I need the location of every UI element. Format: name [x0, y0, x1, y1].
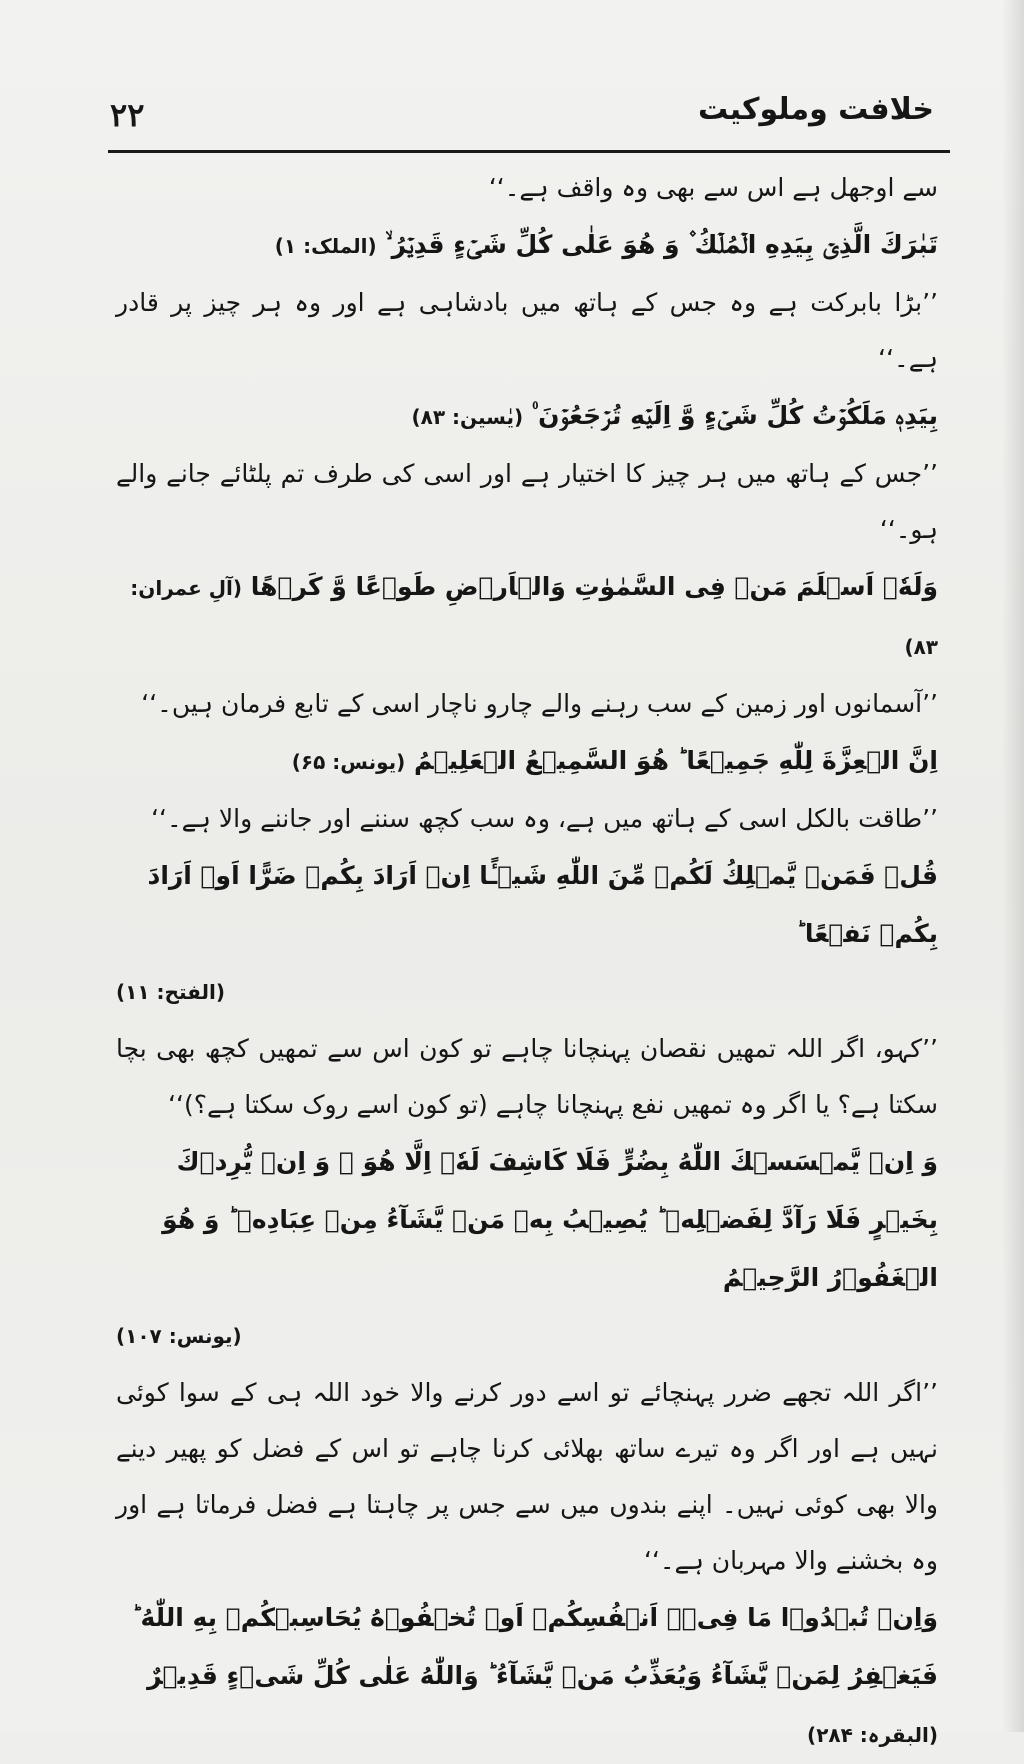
translation-paragraph: سے اوجھل ہے اس سے بھی وہ واقف ہے۔‘‘ [488, 173, 938, 202]
translation-paragraph: ’’اگر اللہ تجھے ضرر پہنچائے تو اسے دور کرنے والا خود اللہ ہی کے سوا کوئی نہیں ہے اور اگر وہ تیرے ساتھ بھلائی کرنا چاہے تو اس کے فضل کو پھیر دینے والا بھی کوئی نہیں۔ اپنے بندوں میں سے جس پر چاہتا ہے فضل فرماتا ہے اور وہ بخشنے والا مہربان ہے۔‘‘ [116, 1378, 938, 1575]
quran-verse [116, 216, 938, 275]
verse-text: اِنَّ الۡعِزَّةَ لِلّٰهِ جَمِیۡعًا ؕ هُوَ السَّمِیۡعُ الۡعَلِیۡمُ [414, 746, 938, 775]
quran-verse [116, 847, 938, 1021]
quran-verse [116, 558, 938, 676]
verse-reference: (الملک: ۱) [274, 234, 377, 258]
page-body [116, 160, 938, 1764]
quran-verse [116, 732, 938, 791]
verse-text: بِیَدِهٖ مَلَكُوۡتُ كُلِّ شَیۡءٍ وَّ اِلَیۡهِ تُرۡجَعُوۡنَ ۠ [531, 401, 938, 430]
translation-paragraph: ’’بڑا بابرکت ہے وہ جس کے ہاتھ میں بادشاہی ہے اور وہ ہر چیز پر قادر ہے۔‘‘ [116, 288, 938, 373]
verse-reference: (الفتح: ۱۱) [116, 980, 226, 1004]
header-rule [108, 150, 950, 153]
verse-text: وَ اِنۡ یَّمۡسَسۡكَ اللّٰهُ بِضُرٍّ فَلَا كَاشِفَ لَهٗۤ اِلَّا هُوَ ۚ وَ اِنۡ یُّرِدۡكَ بِخَیۡرٍ فَلَا رَآدَّ لِفَضۡلِهٖ ؕ یُصِیۡبُ بِهٖ مَنۡ یَّشَآءُ مِنۡ عِبَادِهٖ ؕ وَ هُوَ الۡغَفُوۡرُ الرَّحِیۡمُ [162, 1147, 938, 1292]
translation-paragraph: ’’جس کے ہاتھ میں ہر چیز کا اختیار ہے اور اسی کی طرف تم پلٹائے جانے والے ہو۔‘‘ [116, 459, 938, 544]
quran-verse [116, 1133, 938, 1365]
page-number: ۲۲ [110, 96, 145, 134]
translation-paragraph: ’’طاقت بالکل اسی کے ہاتھ میں ہے، وہ سب کچھ سننے اور جاننے والا ہے۔‘‘ [151, 804, 938, 833]
quran-verse [116, 387, 938, 446]
page-edge-shadow [1002, 0, 1024, 1732]
verse-reference: (آلِ عمران: ۸۳) [130, 576, 938, 659]
verse-reference: (البقرہ: ۲۸۴) [807, 1723, 938, 1747]
verse-text: وَلَهٗۤ اَسۡلَمَ مَنۡ فِی السَّمٰوٰتِ وَالۡاَرۡضِ طَوۡعًا وَّ كَرۡهًا [250, 572, 938, 601]
book-title: خلافت وملوکیت [698, 92, 934, 127]
translation-paragraph: ’’آسمانوں اور زمین کے سب رہنے والے چارو ناچار اسی کے تابع فرمان ہیں۔‘‘ [141, 689, 938, 718]
verse-reference: (یونس: ۶۵) [291, 750, 406, 774]
quran-verse [116, 1589, 938, 1764]
verse-text: وَاِنۡ تُبۡدُوۡا مَا فِیۡۤ اَنۡفُسِكُمۡ اَوۡ تُخۡفُوۡهُ یُحَاسِبۡكُمۡ بِهِ اللّٰهُ ؕ فَیَغۡفِرُ لِمَنۡ یَّشَآءُ وَیُعَذِّبُ مَنۡ یَّشَآءُ ؕ وَاللّٰهُ عَلٰی كُلِّ شَیۡءٍ قَدِیۡرٌ [131, 1603, 938, 1690]
page-header [110, 92, 944, 150]
verse-text: تَبٰرَكَ الَّذِیۡ بِیَدِهِ الۡمُلۡكُ ۫ وَ هُوَ عَلٰی كُلِّ شَیۡءٍ قَدِیۡرُ ۙ [385, 230, 938, 259]
verse-text: قُلۡ فَمَنۡ یَّمۡلِكُ لَكُمۡ مِّنَ اللّٰهِ شَیۡـًٔا اِنۡ اَرَادَ بِكُمۡ ضَرًّا اَوۡ اَرَادَ بِكُمۡ نَفۡعًا ؕ [147, 861, 938, 948]
verse-reference: (یونس: ۱۰۷) [116, 1324, 242, 1348]
translation-paragraph: ’’کہو، اگر اللہ تمھیں نقصان پہنچانا چاہے تو کون اس سے تمھیں کچھ بھی بچا سکتا ہے؟ یا اگر وہ تمھیں نفع پہنچانا چاہے (تو کون اسے روک سکتا ہے؟)‘‘ [116, 1034, 938, 1119]
verse-reference: (یٰسین: ۸۳) [411, 405, 524, 429]
